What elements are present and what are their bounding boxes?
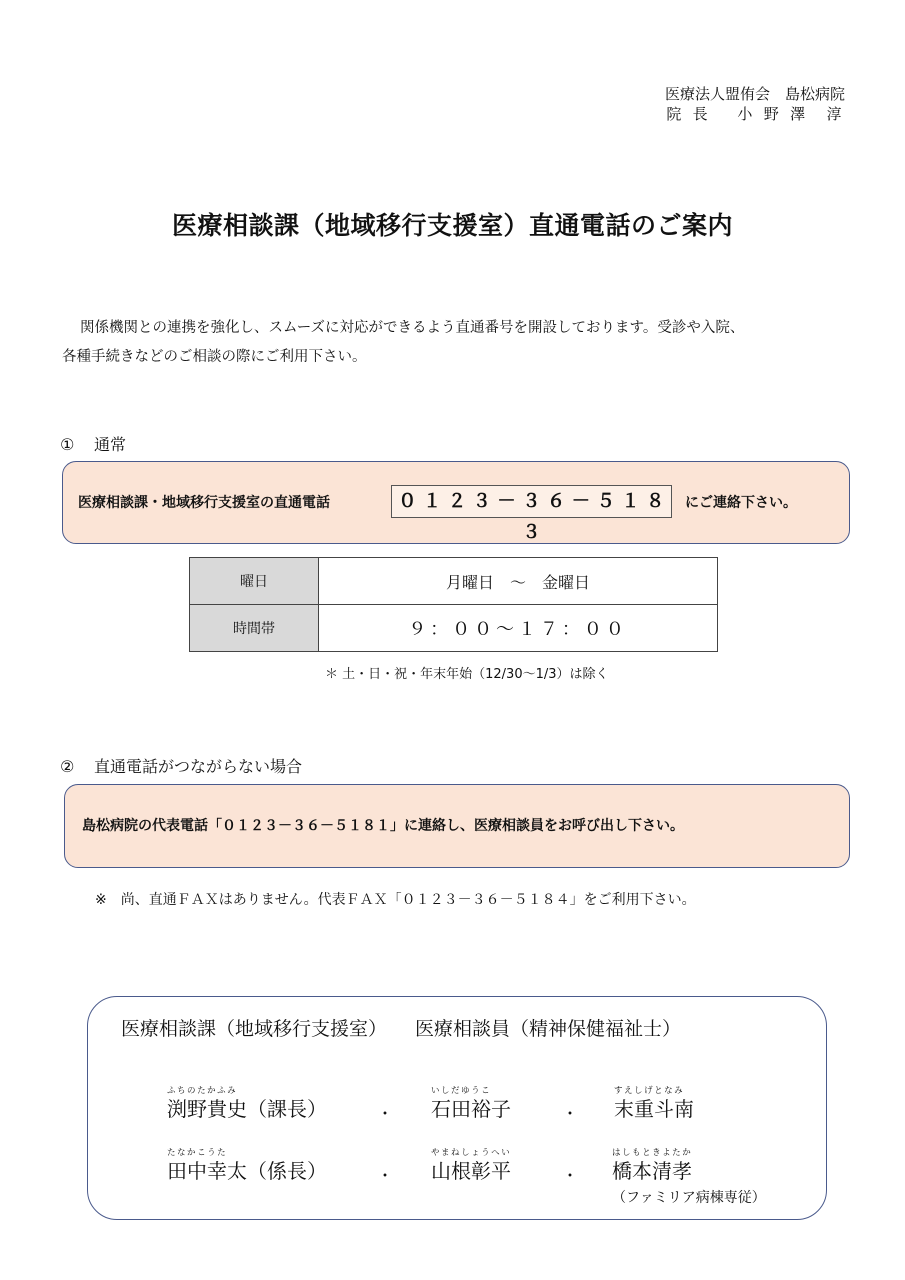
staff-member xyxy=(614,1086,694,1122)
section-2-number: ② xyxy=(60,757,75,776)
table-row xyxy=(190,605,718,652)
section-1-title: 通常 xyxy=(94,435,127,454)
separator-dot: ・ xyxy=(377,1166,394,1185)
staff-furigana: やまねしょうへい xyxy=(431,1148,512,1158)
main-line-text: 島松病院の代表電話「０１２３－３６－５１８１」に連絡し、医療相談員をお呼び出し下さい。 xyxy=(82,818,684,834)
intro-line-2: 各種手続きなどのご相談の際にご利用下さい。 xyxy=(62,349,367,365)
staff-name: 田中幸太（係長） xyxy=(167,1159,327,1183)
holiday-note: ＊ 土・日・祝・年末年始（12/30～1/3）は除く xyxy=(325,667,609,682)
table-row xyxy=(190,558,718,605)
page-title: 医療相談課（地域移行支援室）直通電話のご案内 xyxy=(171,211,733,240)
days-value: 月曜日 ～ 金曜日 xyxy=(319,558,718,605)
staff-member xyxy=(167,1148,327,1184)
staff-assignment-note: （ファミリア病棟専従） xyxy=(612,1190,766,1206)
separator-dot: ・ xyxy=(562,1166,579,1185)
intro-paragraph xyxy=(62,314,852,372)
staff-name: 橋本清孝 xyxy=(612,1159,692,1183)
days-header: 曜日 xyxy=(190,558,319,605)
staff-name: 末重斗南 xyxy=(614,1097,694,1121)
direct-line-suffix: にご連絡下さい。 xyxy=(685,495,797,511)
staff-department: 医療相談課（地域移行支援室） xyxy=(121,1018,388,1040)
director-name: 院 長 小 野 澤 淳 xyxy=(666,105,845,123)
staff-member xyxy=(431,1148,511,1184)
time-value: ９：００～１７：００ xyxy=(319,605,718,652)
staff-heading xyxy=(121,1014,681,1041)
staff-furigana: ふちのたかふみ xyxy=(167,1086,238,1096)
direct-phone-number: ０１２３－３６－５１８３ xyxy=(391,485,672,518)
staff-member xyxy=(431,1086,511,1122)
section-1-heading xyxy=(60,434,126,456)
staff-member xyxy=(612,1148,692,1184)
section-1-number: ① xyxy=(60,435,75,454)
separator-dot: ・ xyxy=(562,1104,579,1123)
staff-name: 渕野貴史（課長） xyxy=(167,1097,327,1121)
separator-dot: ・ xyxy=(377,1104,394,1123)
staff-furigana: たなかこうた xyxy=(167,1148,228,1158)
time-header: 時間帯 xyxy=(190,605,319,652)
intro-line-1: 関係機関との連携を強化し、スムーズに対応ができるよう直通番号を開設しております。受診や入院、 xyxy=(80,320,745,336)
section-2-title: 直通電話がつながらない場合 xyxy=(94,757,303,776)
fax-note: ※ 尚、直通ＦＡＸはありません。代表ＦＡＸ「０１２３－３６－５１８４」をご利用下さい。 xyxy=(95,892,696,908)
organization-name: 医療法人盟侑会 島松病院 xyxy=(664,85,845,103)
direct-line-label: 医療相談課・地域移行支援室の直通電話 xyxy=(78,495,330,511)
staff-name: 石田裕子 xyxy=(431,1097,511,1121)
staff-name: 山根彰平 xyxy=(431,1159,511,1183)
staff-furigana: はしもときよたか xyxy=(612,1148,693,1158)
staff-member xyxy=(167,1086,327,1122)
hours-table xyxy=(189,557,718,652)
section-2-heading xyxy=(60,756,302,778)
staff-furigana: いしだゆうこ xyxy=(431,1086,492,1096)
staff-role: 医療相談員（精神保健福祉士） xyxy=(415,1018,682,1040)
staff-furigana: すえしげとなみ xyxy=(614,1086,685,1096)
